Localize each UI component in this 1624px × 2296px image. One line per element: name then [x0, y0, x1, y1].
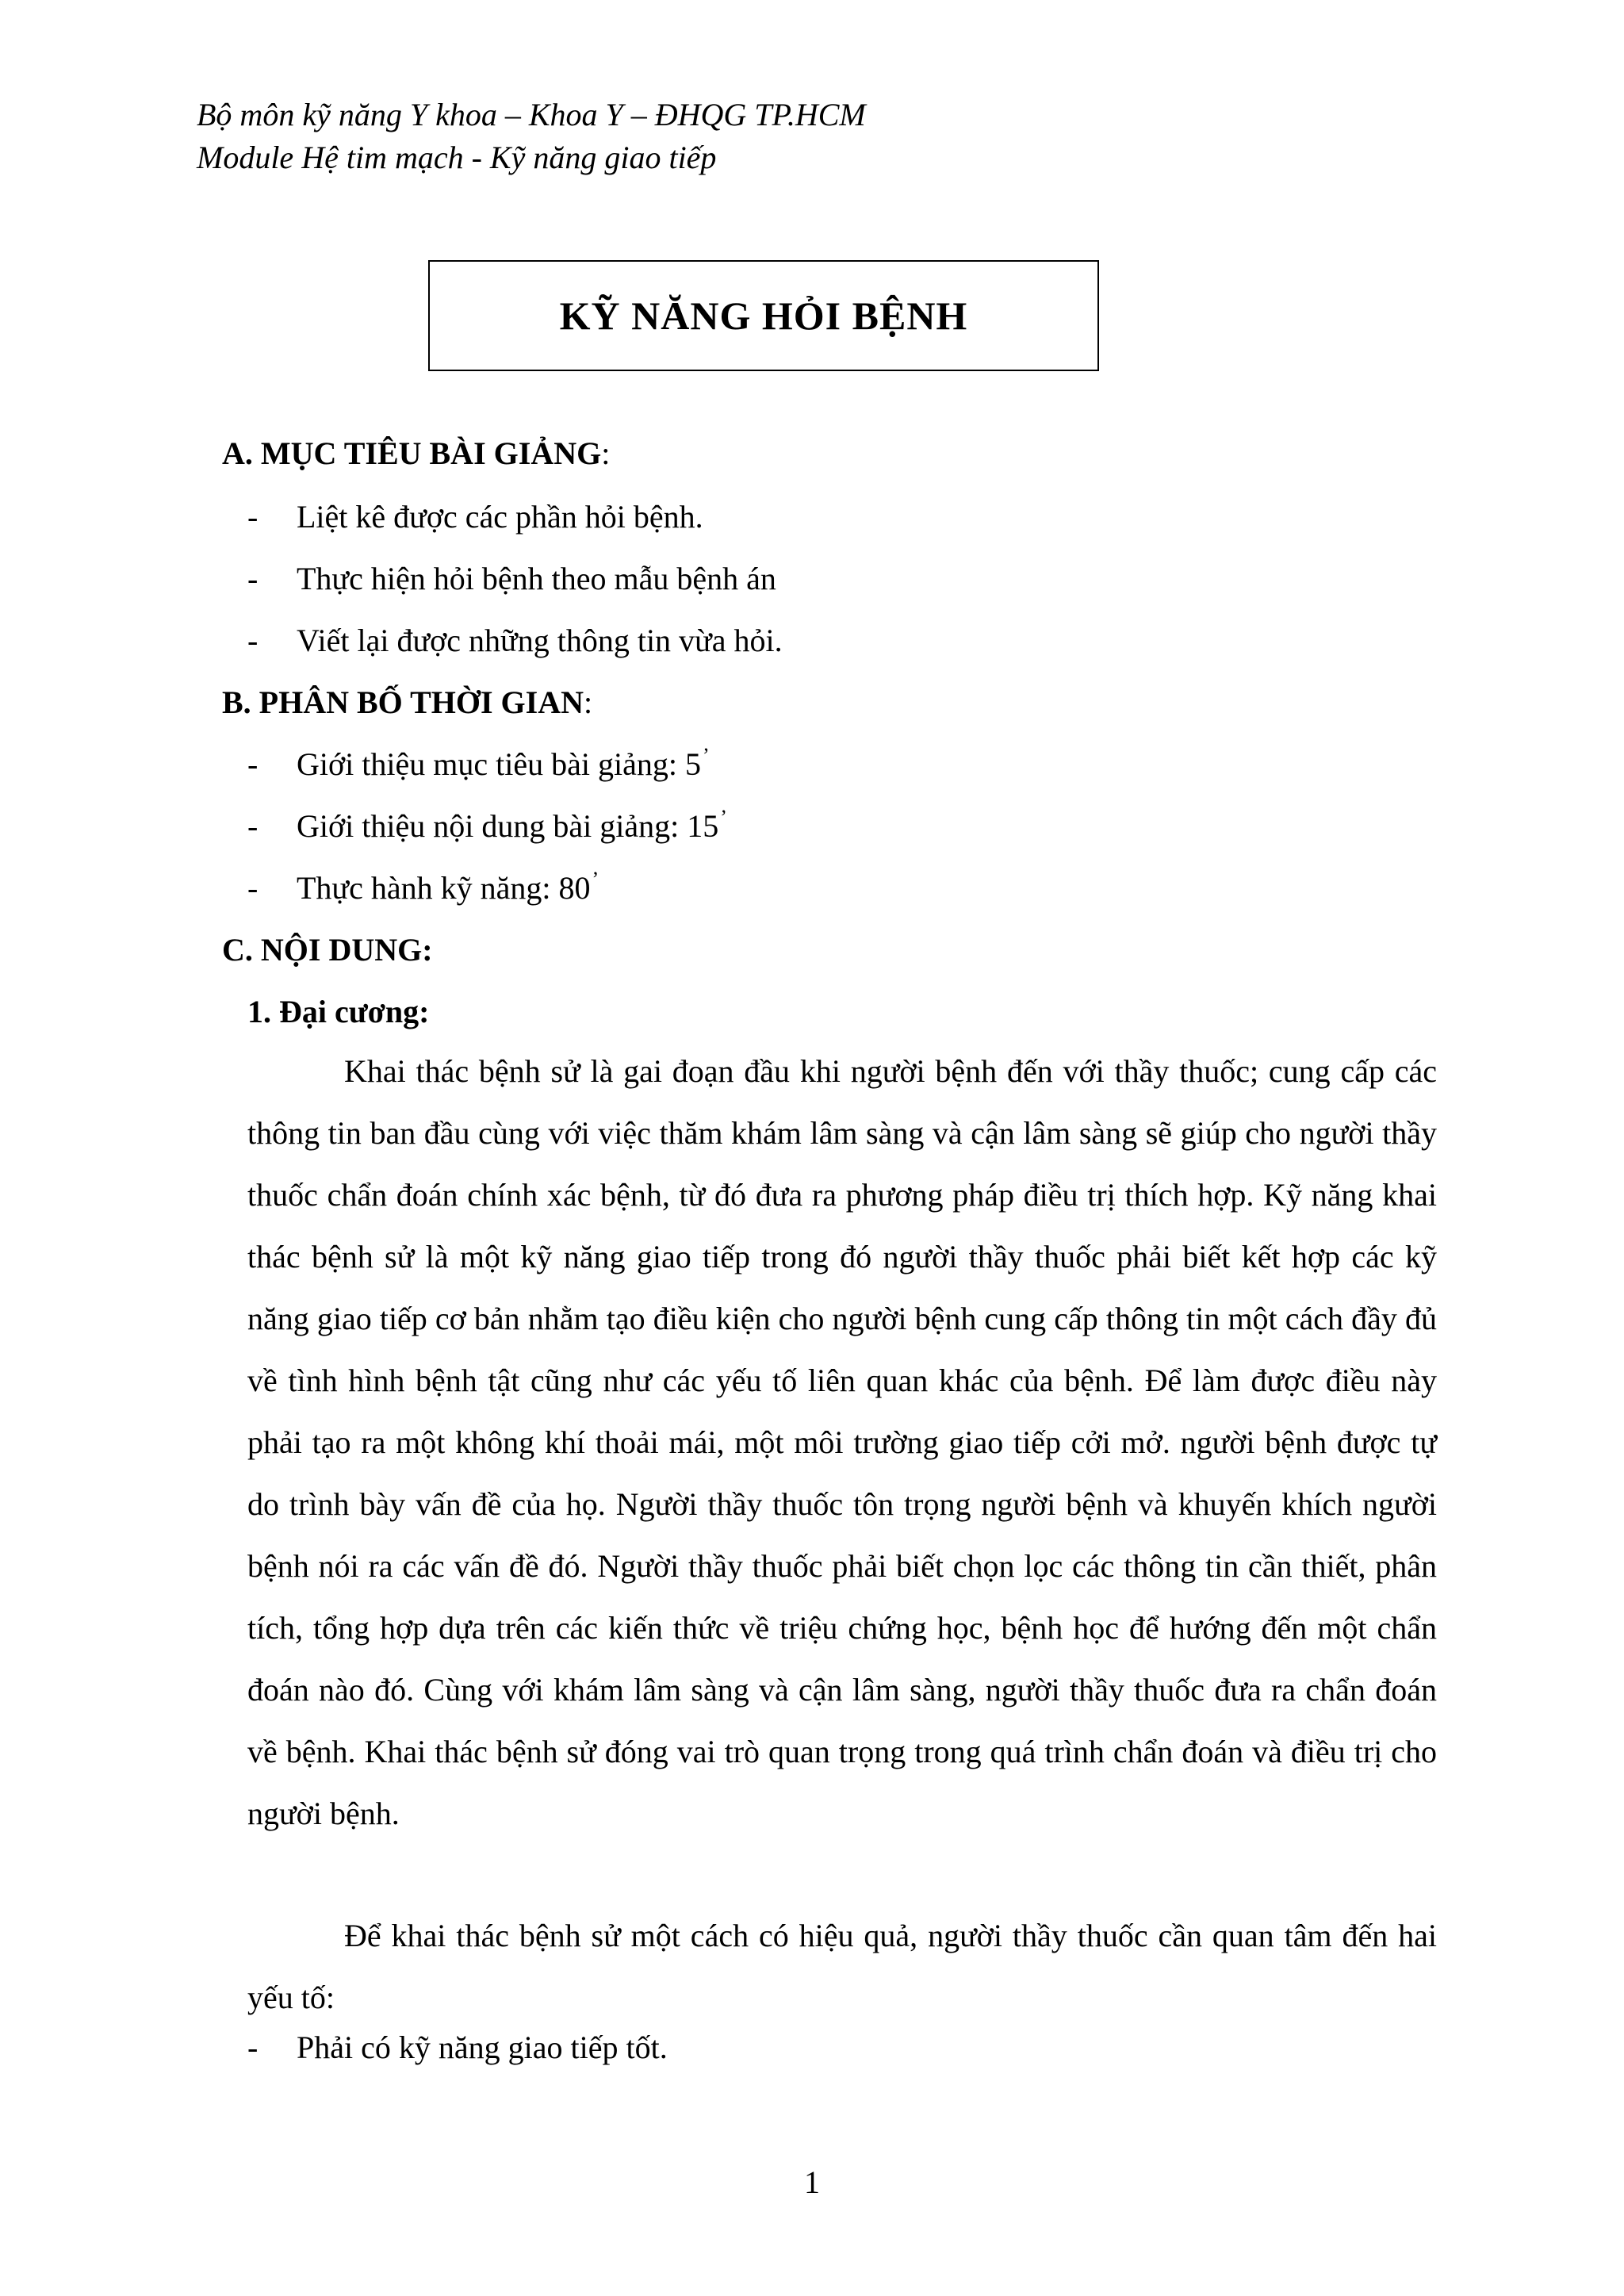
paragraph-factors: Để khai thác bệnh sử một cách có hiệu quả, người thầy thuốc cần quan tâm đến hai yếu tố:	[247, 1918, 1437, 2015]
section-c-item: - Phải có kỹ năng giao tiếp tốt.	[247, 2030, 668, 2065]
title-box	[428, 260, 1099, 371]
header-module: Module Hệ tim mạch - Kỹ năng giao tiếp	[197, 140, 717, 175]
page-header	[197, 94, 866, 179]
section-b-heading: B. PHÂN BỐ THỜI GIAN:	[222, 684, 593, 720]
header-department: Bộ môn kỹ năng Y khoa – Khoa Y – ĐHQG TP.HCM	[197, 97, 866, 132]
section-a-item: - Viết lại được những thông tin vừa hỏi.	[247, 623, 783, 658]
paragraph-introduction: Khai thác bệnh sử là gai đoạn đầu khi người bệnh đến với thầy thuốc; cung cấp các thông tin ban đầu cùng với việc thăm khám lâm sàng và cận lâm sàng sẽ giúp cho người thầy thuốc chẩn đoán chính xác bệnh, từ đó đưa ra phương pháp điều trị thích hợp. Kỹ năng khai thác bệnh sử là một kỹ năng giao tiếp trong đó người thầy thuốc phải biết kết hợp các kỹ năng giao tiếp cơ bản nhằm tạo điều kiện cho người bệnh cung cấp thông tin một cách đầy đủ về tình hình bệnh tật cũng như các yếu tố liên quan khác của bệnh. Để làm được điều này phải tạo ra một không khí thoải mái, một môi trường giao tiếp cởi mở. người bệnh được tự do trình bày vấn đề của họ. Người thầy thuốc tôn trọng người bệnh và khuyến khích người bệnh nói ra các vấn đề đó. Người thầy thuốc phải biết chọn lọc các thông tin cần thiết, phân tích, tổng hợp dựa trên các kiến thức về triệu chứng học, bệnh học để hướng đến một chẩn đoán nào đó. Cùng với khám lâm sàng và cận lâm sàng, người thầy thuốc đưa ra chẩn đoán về bệnh. Khai thác bệnh sử đóng vai trò quan trọng trong quá trình chẩn đoán và điều trị cho người bệnh.	[247, 1053, 1437, 1831]
section-c-heading: C. NỘI DUNG:	[222, 932, 433, 968]
subsection-heading: 1. Đại cương:	[247, 994, 430, 1029]
page-number: 1	[804, 2164, 820, 2200]
section-b-item: - Giới thiệu nội dung bài giảng: 15’	[247, 806, 727, 844]
section-b-item: - Giới thiệu mục tiêu bài giảng: 5’	[247, 744, 710, 782]
section-a-item: - Liệt kê được các phần hỏi bệnh.	[247, 499, 703, 535]
section-b-item: - Thực hành kỹ năng: 80’	[247, 868, 599, 906]
section-a-item: - Thực hiện hỏi bệnh theo mẫu bệnh án	[247, 561, 776, 596]
document-title: KỸ NĂNG HỎI BỆNH	[559, 293, 968, 338]
section-a-heading: A. MỤC TIÊU BÀI GIẢNG:	[222, 435, 611, 471]
